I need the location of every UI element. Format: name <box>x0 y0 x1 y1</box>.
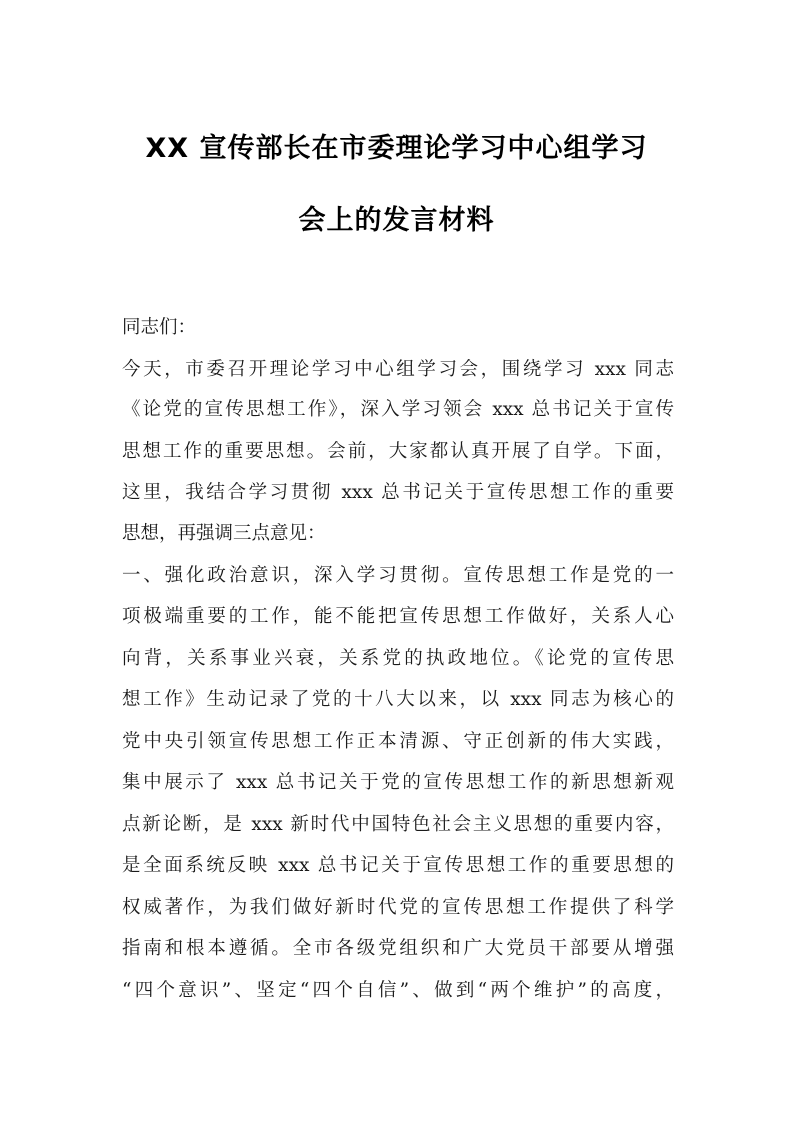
document-title-line-1: XX 宣传部长在市委理论学习中心组学习 <box>145 133 648 164</box>
body-line: 集中展示了 xxx 总书记关于党的宣传思想工作的新思想新观 <box>122 772 674 793</box>
salutation: 同志们： <box>122 317 197 338</box>
body-line: 党中央引领宣传思想工作正本清源、守正创新的伟大实践， <box>122 731 674 752</box>
body-line: 项极端重要的工作，能不能把宣传思想工作做好，关系人心 <box>122 606 674 627</box>
body-line: 想工作》生动记录了党的十八大以来，以 xxx 同志为核心的 <box>122 689 674 710</box>
body-line: “四个意识”、坚定“四个自信”、做到“两个维护”的高度， <box>122 980 674 1001</box>
body-line: 今天，市委召开理论学习中心组学习会，围绕学习 xxx 同志 <box>122 359 674 380</box>
body-line: 一、强化政治意识，深入学习贯彻。宣传思想工作是党的一 <box>122 565 674 586</box>
body-line: 思想工作的重要思想。会前，大家都认真开展了自学。下面， <box>122 441 674 462</box>
body-line: 是全面系统反映 xxx 总书记关于宣传思想工作的重要思想的 <box>122 855 674 876</box>
body-line: 指南和根本遵循。全市各级党组织和广大党员干部要从增强 <box>122 938 674 959</box>
body-line: 思想，再强调三点意见： <box>122 523 326 544</box>
body-line: 权威著作，为我们做好新时代党的宣传思想工作提供了科学 <box>122 897 674 918</box>
body-line: 《论党的宣传思想工作》，深入学习领会 xxx 总书记关于宣传 <box>122 399 674 420</box>
body-line: 点新论断，是 xxx 新时代中国特色社会主义思想的重要内容， <box>122 814 674 835</box>
document-title-line-2: 会上的发言材料 <box>298 205 495 236</box>
body-line: 向背，关系事业兴衰，关系党的执政地位。《论党的宣传思 <box>122 648 674 669</box>
body-line: 这里，我结合学习贯彻 xxx 总书记关于宣传思想工作的重要 <box>122 482 674 503</box>
